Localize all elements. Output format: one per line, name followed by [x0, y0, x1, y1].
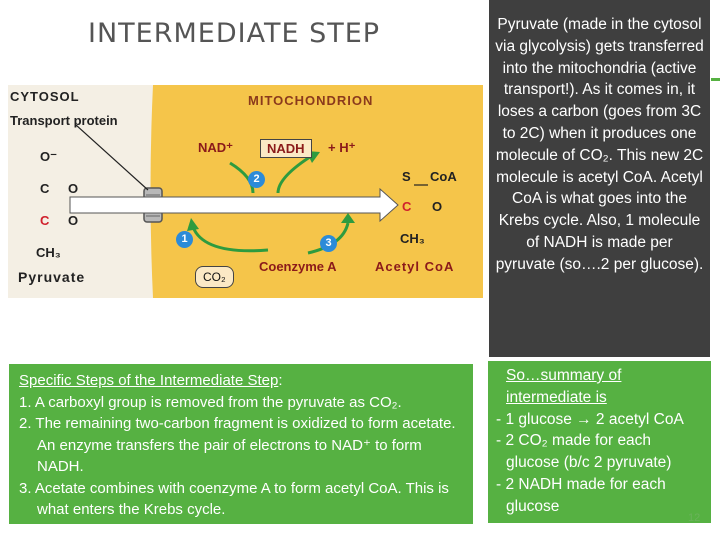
step-badge-2: 2	[248, 171, 265, 188]
coenzyme-a-label: Coenzyme A	[259, 259, 337, 274]
nad-label: NAD⁺	[198, 140, 234, 155]
acetyl-atom-c: C	[402, 199, 412, 214]
steps-heading	[19, 370, 467, 392]
intermediate-step-diagram	[8, 85, 483, 298]
specific-steps-box	[9, 364, 473, 524]
page-number: 12	[688, 512, 701, 524]
pyruvate-info-text: Pyruvate (made in the cytosol via glycolysis) gets transferred into the mitochondria (active transport!). As it comes in, it loses a carbon (goes from 3C to 2C) when it produces one molecule of CO₂. This new 2C molecule is acetyl CoA. Acetyl CoA is what goes into the Krebs cycle. Also, 1 molecule of NADH is made per pyruvate (so….2 per glucose).	[495, 16, 704, 273]
step-item-1: 1. A carboxyl group is removed from the pyruvate as CO₂.	[19, 393, 402, 411]
decorative-accent	[711, 78, 720, 81]
pyruvate-atom-c2: C	[40, 213, 50, 228]
pyruvate-info-box	[489, 0, 710, 357]
steps-title-colon: :	[278, 372, 283, 389]
step-item-2: 2. The remaining two-carbon fragment is oxidized to form acetate. An enzyme transfers the pair of electrons to NAD⁺ to form NADH.	[19, 415, 456, 475]
summary-item-2: - 2 CO₂ made for each glucose (b/c 2 pyruvate)	[496, 432, 672, 472]
summary-item-1: - 1 glucose → 2 acetyl CoA	[496, 410, 684, 428]
acetyl-atom-s: S	[402, 169, 411, 184]
hplus-label: + H⁺	[328, 140, 356, 155]
cytosol-label: CYTOSOL	[10, 89, 80, 104]
transport-protein-label: Transport protein	[10, 113, 118, 128]
nadh-label: NADH	[260, 139, 312, 158]
pyruvate-label: Pyruvate	[18, 269, 86, 285]
pyruvate-atom-o-minus: O⁻	[40, 149, 57, 164]
step-badge-3: 3	[320, 235, 337, 252]
acetyl-atom-coa: CoA	[430, 169, 457, 184]
acetyl-coa-label: Acetyl CoA	[375, 259, 455, 274]
co2-label: CO₂	[195, 266, 234, 288]
slide-title: INTERMEDIATE STEP	[88, 18, 381, 49]
steps-title: Specific Steps of the Intermediate Step	[19, 372, 279, 389]
step-badge-1: 1	[176, 231, 193, 248]
acetyl-atom-ch3: CH₃	[400, 231, 425, 246]
acetyl-atom-o: O	[432, 199, 443, 214]
pyruvate-atom-ch3: CH₃	[36, 245, 61, 260]
summary-title: So…summary of intermediate is	[506, 367, 622, 406]
step-item-3: 3. Acetate combines with coenzyme A to form acetyl CoA. This is what enters the Krebs cycle.	[19, 479, 449, 518]
pyruvate-atom-o1: O	[68, 181, 79, 196]
mitochondrion-label: MITOCHONDRION	[248, 93, 374, 108]
summary-box	[488, 361, 711, 523]
pyruvate-atom-c1: C	[40, 181, 50, 196]
pyruvate-atom-o2: O	[68, 213, 79, 228]
summary-item-3: - 2 NADH made for each glucose	[496, 475, 666, 515]
